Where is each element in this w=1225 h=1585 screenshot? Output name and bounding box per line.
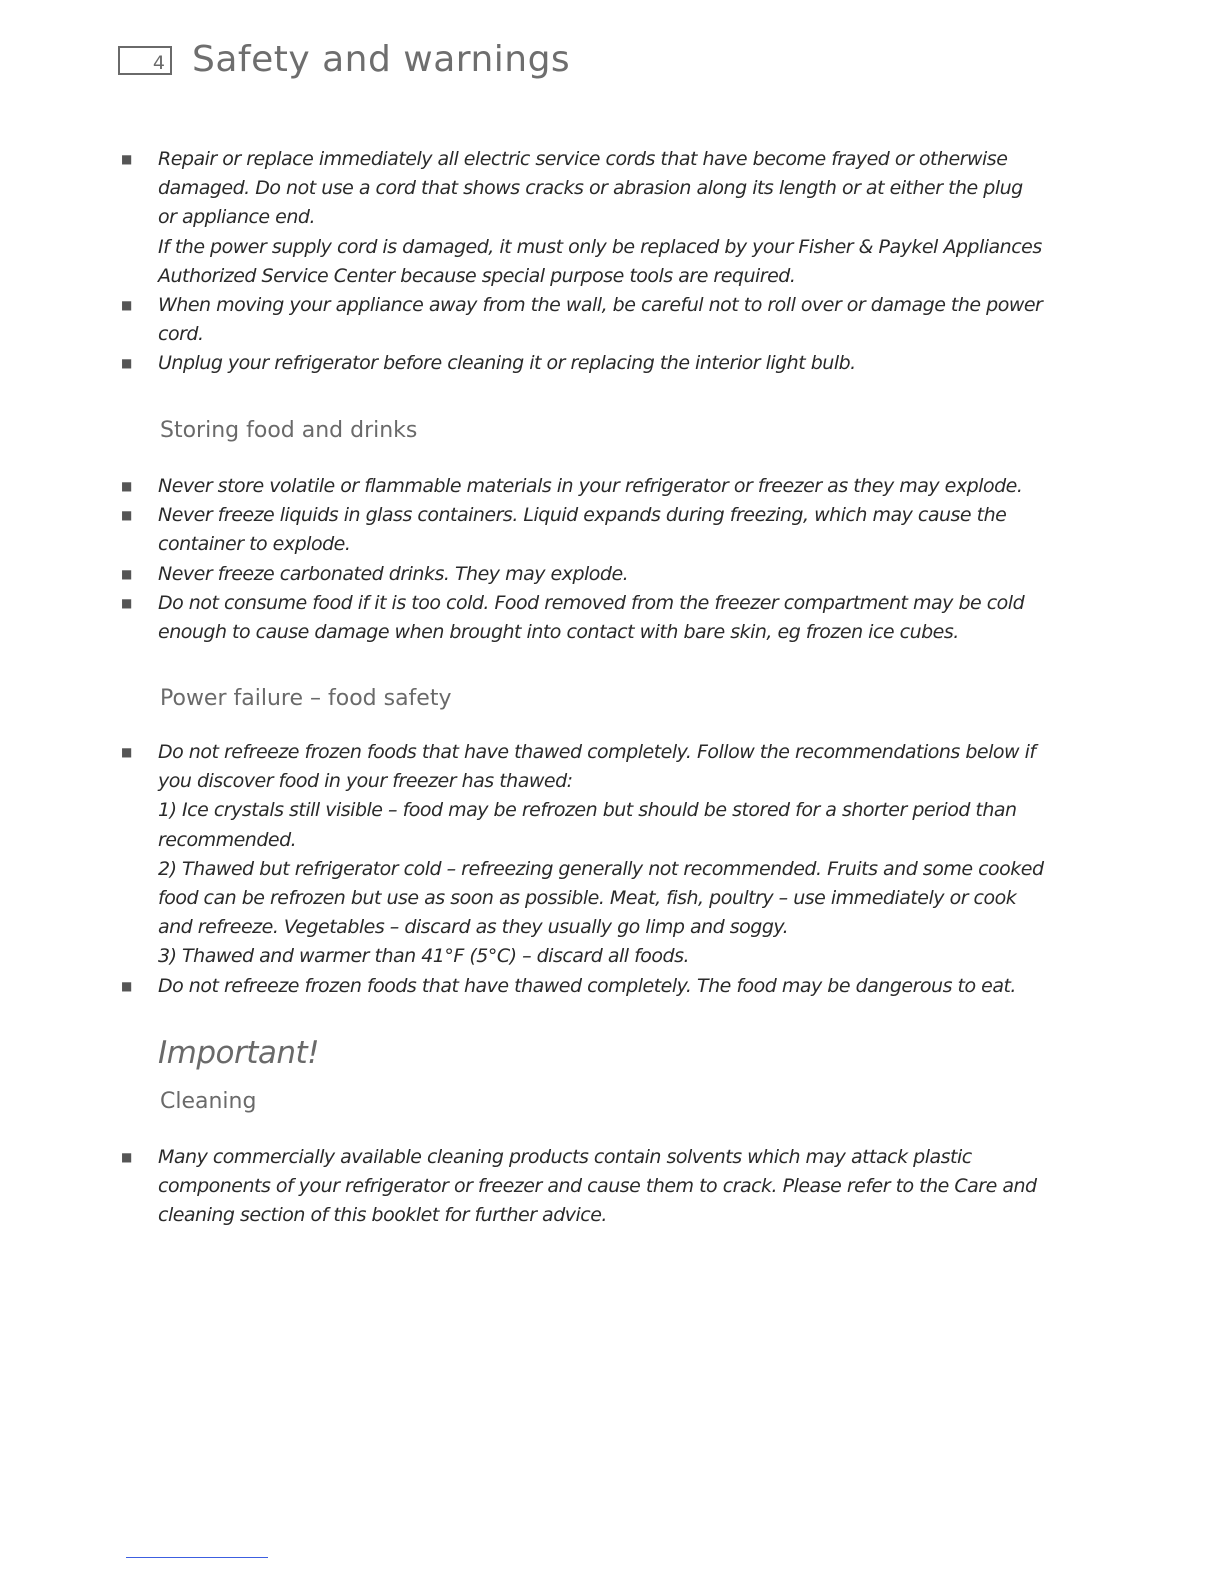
- page-number: 4: [152, 51, 165, 74]
- list-item: ■ Never freeze carbonated drinks. They may explode.: [0, 560, 1225, 589]
- power-failure-bullet-list: [0, 738, 1225, 1001]
- bullet-icon: ■: [121, 298, 132, 313]
- section-heading-cleaning: Cleaning: [160, 1089, 257, 1114]
- bullet-icon: ■: [121, 595, 132, 610]
- footer-rule: [126, 1557, 268, 1558]
- list-item: ■ Many commercially available cleaning products contain solvents which may attack plastic components of your refrigerator or freezer and cause them to crack. Please refer to the Care and cleaning section of this booklet for further advice.: [0, 1143, 1225, 1231]
- list-item: ■ When moving your appliance away from the wall, be careful not to roll over or damage the power cord.: [0, 291, 1225, 349]
- section-heading-power-failure: Power failure – food safety: [160, 686, 452, 711]
- list-item: ■ Do not consume food if it is too cold. Food removed from the freezer compartment may be cold enough to cause damage when brought into contact with bare skin, eg frozen ice cubes.: [0, 589, 1225, 647]
- bullet-icon: ■: [121, 745, 132, 759]
- intro-bullet-list: [0, 145, 1225, 379]
- list-item: ■ Repair or replace immediately all electric service cords that have become frayed or otherwise damaged. Do not use a cord that shows cracks or abrasion along its length or at either the plug or appliance end. If the power supply cord is damaged, it must only be replaced by your Fisher & Paykel Appliances Authorized Service Center because special purpose tools are required.: [0, 145, 1225, 291]
- page-number-box: [118, 46, 172, 75]
- list-item: ■ Unplug your refrigerator before cleaning it or replacing the interior light bulb.: [0, 349, 1225, 378]
- bullet-icon: ■: [121, 152, 132, 166]
- bullet-icon: ■: [121, 566, 132, 581]
- storing-bullet-list: [0, 472, 1225, 647]
- list-item: ■ Do not refreeze frozen foods that have thawed completely. Follow the recommendations below if you discover food in your freezer has thawed: 1) Ice crystals still visible – food may be refrozen but should be stored for a shorter period than recommended. 2) Thawed but refrigerator cold – refreezing generally not recommended. Fruits and some cooked food can be refrozen but use as soon as possible. Meat, fish, poultry – use immediately or cook and refreeze. Vegetables – discard as they usually go limp and soggy. 3) Thawed and warmer than 41°F (5°C) – discard all foods.: [0, 738, 1225, 972]
- bullet-icon: ■: [121, 978, 132, 993]
- cleaning-bullet-list: [0, 1143, 1225, 1231]
- bullet-icon: ■: [121, 356, 132, 371]
- bullet-icon: ■: [121, 1150, 132, 1164]
- page-header: [118, 39, 571, 80]
- list-item: ■ Never freeze liquids in glass containers. Liquid expands during freezing, which may cause the container to explode.: [0, 501, 1225, 559]
- list-item: ■ Never store volatile or flammable materials in your refrigerator or freezer as they may explode.: [0, 472, 1225, 501]
- bullet-icon: ■: [121, 479, 132, 493]
- important-label: Important!: [158, 1035, 320, 1071]
- bullet-icon: ■: [121, 508, 132, 523]
- page-title: Safety and warnings: [192, 39, 571, 80]
- list-item: ■ Do not refreeze frozen foods that have thawed completely. The food may be dangerous to eat.: [0, 972, 1225, 1001]
- section-heading-storing: Storing food and drinks: [160, 418, 418, 443]
